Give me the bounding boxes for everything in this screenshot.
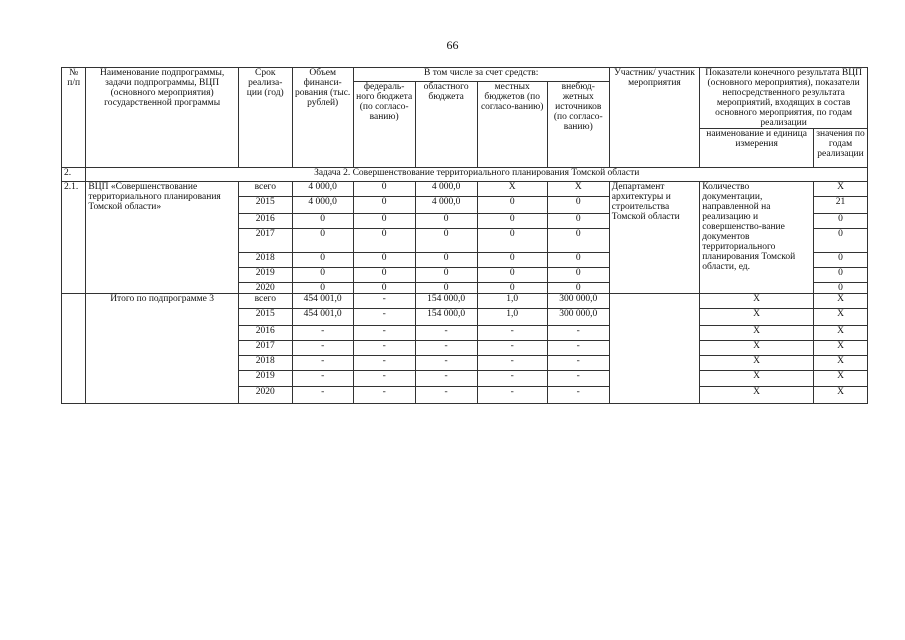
vcp-extra: 0 [547, 214, 609, 229]
header-federal: федераль-ного бюджета (по согласо-ванию) [353, 82, 415, 168]
header-volume: Объем финанси-рования (тыс. рублей) [292, 68, 353, 168]
vcp-federal: 0 [353, 229, 415, 253]
total-row [62, 294, 868, 309]
total-num [62, 294, 86, 404]
total-local: - [477, 326, 547, 341]
vcp-local: X [477, 182, 547, 197]
total-extra: 300 000,0 [547, 294, 609, 309]
vcp-local: 0 [477, 197, 547, 214]
vcp-num: 2.1. [62, 182, 86, 294]
program-table [61, 67, 868, 404]
vcp-indicator-value: 0 [814, 253, 868, 268]
header-term: Срок реализа-ции (год) [238, 68, 292, 168]
vcp-federal: 0 [353, 197, 415, 214]
vcp-volume: 4 000,0 [292, 197, 353, 214]
vcp-indicator-value: 0 [814, 268, 868, 283]
vcp-indicator-value: 21 [814, 197, 868, 214]
vcp-volume: 0 [292, 268, 353, 283]
vcp-indicator-value: 0 [814, 229, 868, 253]
vcp-regional: 0 [415, 253, 477, 268]
total-volume: - [292, 387, 353, 404]
vcp-federal: 0 [353, 268, 415, 283]
total-federal: - [353, 326, 415, 341]
vcp-year: 2016 [238, 214, 292, 229]
total-federal: - [353, 387, 415, 404]
header-indicators-group: Показатели конечного результата ВЦП (основного мероприятия), показатели непосредственного результата мероприятий, входящих в состав основного мероприятия, по годам реализации [700, 68, 868, 129]
vcp-row [62, 182, 868, 197]
total-year: всего [238, 294, 292, 309]
vcp-local: 0 [477, 253, 547, 268]
total-local: - [477, 371, 547, 387]
header-extra: внебюд-жетных источников (по согласо-ванию) [547, 82, 609, 168]
total-regional: - [415, 326, 477, 341]
total-extra: - [547, 341, 609, 356]
header-indicator-name: наименование и единица измерения [700, 129, 814, 168]
page-number: 66 [446, 38, 459, 52]
vcp-volume: 0 [292, 283, 353, 294]
total-volume: - [292, 371, 353, 387]
vcp-regional: 0 [415, 214, 477, 229]
total-regional: - [415, 371, 477, 387]
vcp-year: 2020 [238, 283, 292, 294]
total-extra: 300 000,0 [547, 309, 609, 326]
total-regional: - [415, 356, 477, 371]
total-indicator: X [700, 326, 814, 341]
vcp-federal: 0 [353, 182, 415, 197]
vcp-regional: 4 000,0 [415, 197, 477, 214]
vcp-year: всего [238, 182, 292, 197]
total-volume: 454 001,0 [292, 294, 353, 309]
vcp-regional: 0 [415, 229, 477, 253]
vcp-year: 2018 [238, 253, 292, 268]
total-federal: - [353, 341, 415, 356]
vcp-local: 0 [477, 229, 547, 253]
task-num: 2. [62, 168, 86, 182]
header-regional: областного бюджета [415, 82, 477, 168]
total-indicator-value: X [814, 309, 868, 326]
vcp-volume: 4 000,0 [292, 182, 353, 197]
header-num: № п/п [62, 68, 86, 168]
total-indicator-value: X [814, 326, 868, 341]
vcp-volume: 0 [292, 229, 353, 253]
vcp-federal: 0 [353, 283, 415, 294]
task-title: Задача 2. Совершенствование территориального планирования Томской области [86, 168, 868, 182]
total-extra: - [547, 326, 609, 341]
vcp-volume: 0 [292, 214, 353, 229]
total-regional: 154 000,0 [415, 309, 477, 326]
total-volume: 454 001,0 [292, 309, 353, 326]
total-participant [609, 294, 699, 404]
header-name: Наименование подпрограммы, задачи подпрограммы, ВЦП (основного мероприятия) государственной программы [86, 68, 238, 168]
total-local: 1,0 [477, 294, 547, 309]
header-participant: Участник/ участник мероприятия [609, 68, 699, 168]
vcp-extra: X [547, 182, 609, 197]
total-local: - [477, 356, 547, 371]
total-volume: - [292, 326, 353, 341]
total-year: 2018 [238, 356, 292, 371]
total-regional: 154 000,0 [415, 294, 477, 309]
vcp-regional: 4 000,0 [415, 182, 477, 197]
total-volume: - [292, 341, 353, 356]
total-federal: - [353, 356, 415, 371]
total-federal: - [353, 309, 415, 326]
vcp-extra: 0 [547, 253, 609, 268]
vcp-year: 2017 [238, 229, 292, 253]
vcp-year: 2019 [238, 268, 292, 283]
total-indicator-value: X [814, 371, 868, 387]
vcp-volume: 0 [292, 253, 353, 268]
total-indicator-value: X [814, 356, 868, 371]
header-indicator-values: значения по годам реализации [814, 129, 868, 168]
total-year: 2020 [238, 387, 292, 404]
vcp-extra: 0 [547, 197, 609, 214]
total-extra: - [547, 356, 609, 371]
vcp-name: ВЦП «Совершенствование территориального планирования Томской области» [86, 182, 238, 294]
total-indicator-value: X [814, 387, 868, 404]
vcp-extra: 0 [547, 268, 609, 283]
total-volume: - [292, 356, 353, 371]
total-regional: - [415, 341, 477, 356]
vcp-extra: 0 [547, 229, 609, 253]
header-sources-group: В том числе за счет средств: [353, 68, 609, 82]
total-indicator: X [700, 387, 814, 404]
vcp-indicator-value: 0 [814, 283, 868, 294]
vcp-indicator: Количество документации, направленной на реализацию и совершенство-вание документов территориального планирования Томской области, ед. [700, 182, 814, 294]
total-indicator: X [700, 371, 814, 387]
total-indicator: X [700, 309, 814, 326]
total-year: 2017 [238, 341, 292, 356]
total-regional: - [415, 387, 477, 404]
vcp-regional: 0 [415, 268, 477, 283]
total-year: 2019 [238, 371, 292, 387]
vcp-extra: 0 [547, 283, 609, 294]
vcp-local: 0 [477, 268, 547, 283]
vcp-participant: Департамент архитектуры и строительства Томской области [609, 182, 699, 294]
vcp-local: 0 [477, 214, 547, 229]
header-local: местных бюджетов (по согласо-ванию) [477, 82, 547, 168]
total-federal: - [353, 371, 415, 387]
total-indicator: X [700, 294, 814, 309]
total-indicator-value: X [814, 294, 868, 309]
total-extra: - [547, 387, 609, 404]
total-indicator-value: X [814, 341, 868, 356]
total-extra: - [547, 371, 609, 387]
total-local: - [477, 341, 547, 356]
total-year: 2015 [238, 309, 292, 326]
vcp-federal: 0 [353, 253, 415, 268]
total-local: - [477, 387, 547, 404]
total-year: 2016 [238, 326, 292, 341]
total-name: Итого по подпрограмме 3 [86, 294, 238, 404]
vcp-indicator-value: X [814, 182, 868, 197]
vcp-local: 0 [477, 283, 547, 294]
vcp-year: 2015 [238, 197, 292, 214]
total-indicator: X [700, 356, 814, 371]
vcp-indicator-value: 0 [814, 214, 868, 229]
vcp-federal: 0 [353, 214, 415, 229]
total-local: 1,0 [477, 309, 547, 326]
total-federal: - [353, 294, 415, 309]
vcp-regional: 0 [415, 283, 477, 294]
total-indicator: X [700, 341, 814, 356]
